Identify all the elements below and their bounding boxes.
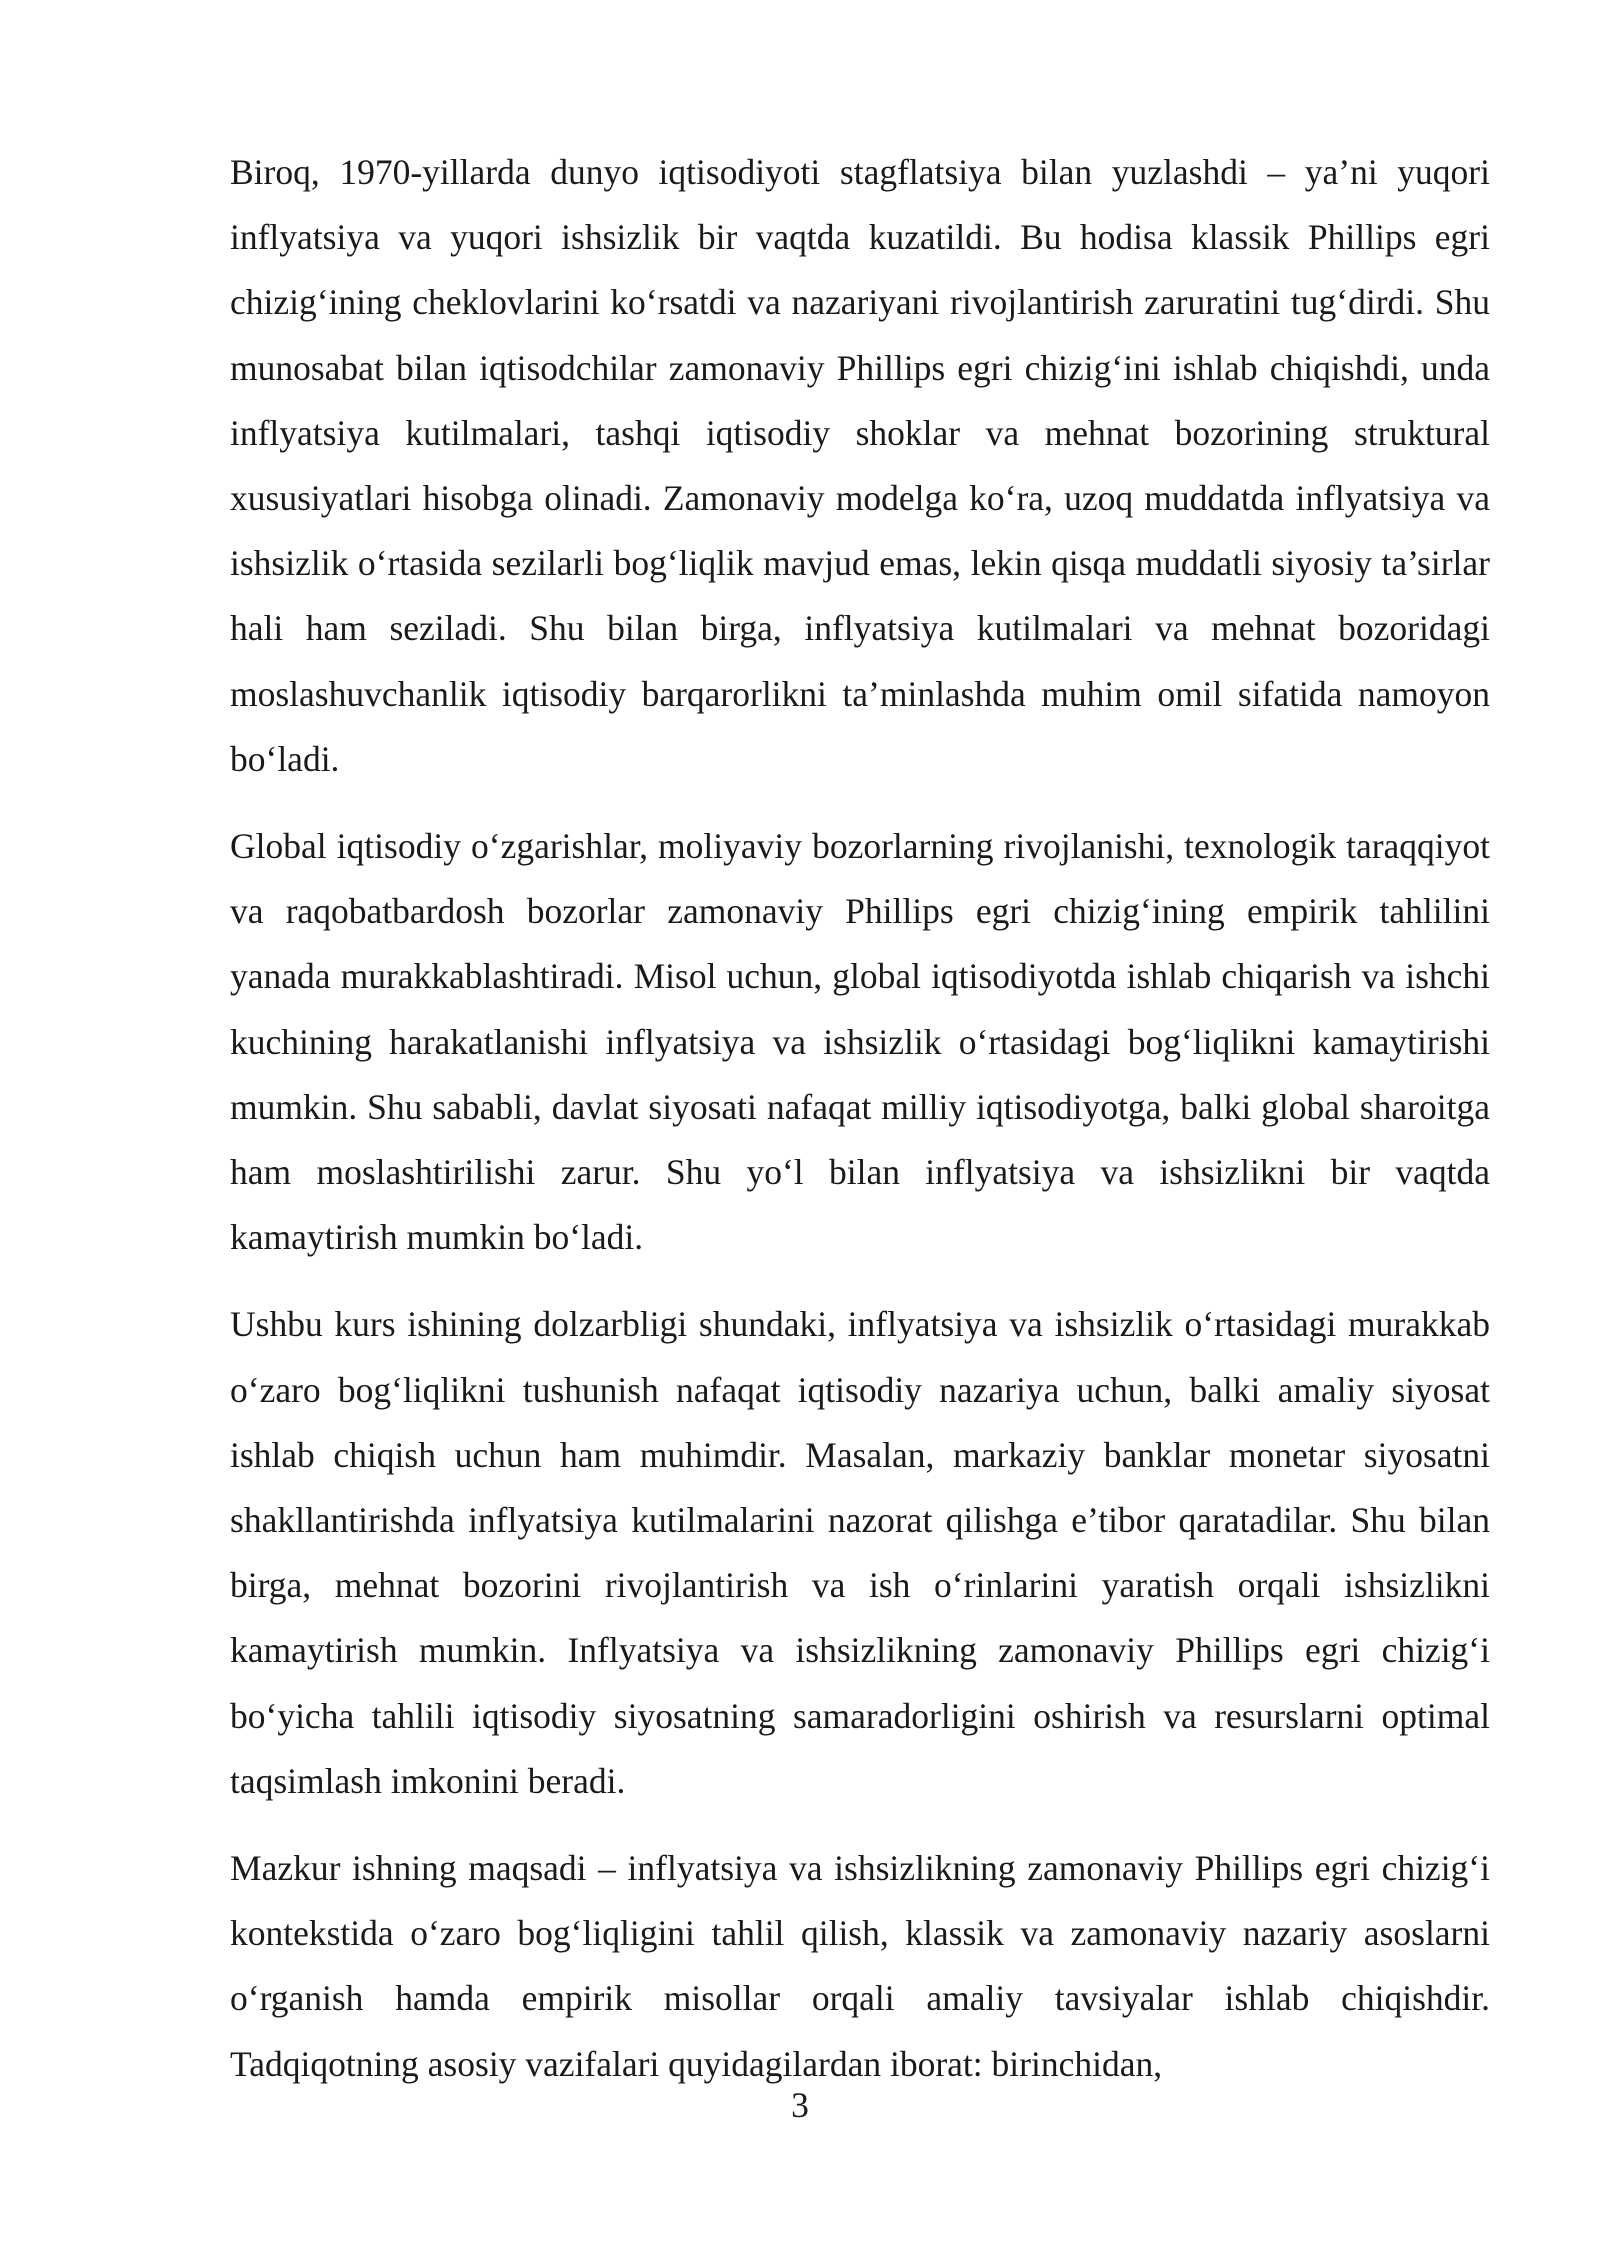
paragraph-relevance: Ushbu kurs ishining dolzarbligi shundaki, inflyatsiya va ishsizlik o‘rtasidagi murakkab o‘zaro bog‘liqlikni tushunish nafaqat iqtisodiy nazariya uchun, balki amaliy siyosat ishlab chiqish uchun ham muhimdir. Masalan, markaziy banklar monetar siyosatni shakllantirishda inflyatsiya kutilmalarini nazorat qilishga e’tibor qaratadilar. Shu bilan birga, mehnat bozorini rivojlantirish va ish o‘rinlarini yaratish orqali ishsizlikni kamaytirish mumkin. Inflyatsiya va ishsizlikning zamonaviy Phillips egri chizig‘i bo‘yicha tahlili iqtisodiy siyosatning samaradorligini oshirish va resurslarni optimal taqsimlash imkonini beradi. [230, 1304, 1490, 1801]
paragraph-goal: Mazkur ishning maqsadi – inflyatsiya va ishsizlikning zamonaviy Phillips egri chizig‘i kontekstida o‘zaro bog‘liqligini tahlil qilish, klassik va zamonaviy nazariy asoslarni o‘rganish hamda empirik misollar orqali amaliy tavsiyalar ishlab chiqishdir. Tadqiqotning asosiy vazifalari quyidagilardan iborat: birinchidan, [230, 1848, 1490, 2084]
paragraph-global-changes: Global iqtisodiy o‘zgarishlar, moliyaviy bozorlarning rivojlanishi, texnologik taraqqiyot va raqobatbardosh bozorlar zamonaviy Phillips egri chizig‘ining empirik tahlilini yanada murakkablashtiradi. Misol uchun, global iqtisodiyotda ishlab chiqarish va ishchi kuchining harakatlanishi inflyatsiya va ishsizlik o‘rtasidagi bog‘liqlikni kamaytirishi mumkin. Shu sababli, davlat siyosati nafaqat milliy iqtisodiyotga, balki global sharoitga ham moslashtirilishi zarur. Shu yo‘l bilan inflyatsiya va ishsizlikni bir vaqtda kamaytirish mumkin bo‘ladi. [230, 826, 1490, 1258]
document-body [230, 140, 1490, 2119]
paragraph-stagflation: Biroq, 1970-yillarda dunyo iqtisodiyoti stagflatsiya bilan yuzlashdi – ya’ni yuqori inflyatsiya va yuqori ishsizlik bir vaqtda kuzatildi. Bu hodisa klassik Phillips egri chizig‘ining cheklovlarini ko‘rsatdi va nazariyani rivojlantirish zaruratini tug‘dirdi. Shu munosabat bilan iqtisodchilar zamonaviy Phillips egri chizig‘ini ishlab chiqishdi, unda inflyatsiya kutilmalari, tashqi iqtisodiy shoklar va mehnat bozorining struktural xususiyatlari hisobga olinadi. Zamonaviy modelga ko‘ra, uzoq muddatda inflyatsiya va ishsizlik o‘rtasida sezilarli bog‘liqlik mavjud emas, lekin qisqa muddatli siyosiy ta’sirlar hali ham seziladi. Shu bilan birga, inflyatsiya kutilmalari va mehnat bozoridagi moslashuvchanlik iqtisodiy barqarorlikni ta’minlashda muhim omil sifatida namoyon bo‘ladi. [230, 152, 1490, 779]
page-number: 3 [791, 2085, 809, 2125]
